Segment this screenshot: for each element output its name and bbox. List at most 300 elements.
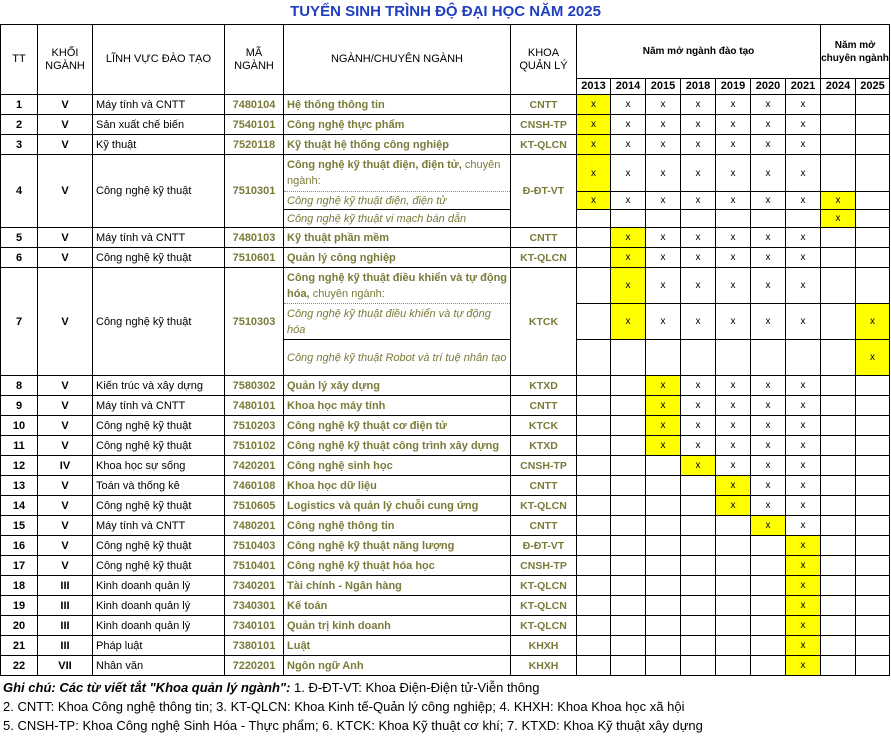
year-cell xyxy=(786,210,821,228)
header-tt: TT xyxy=(1,25,38,95)
year-cell xyxy=(751,656,786,676)
year-cell: x xyxy=(716,476,751,496)
year-cell xyxy=(786,340,821,376)
year-header-2014: 2014 xyxy=(611,79,646,95)
year-cell: x xyxy=(751,95,786,115)
header-nam-mo-nganh: Năm mở ngành đào tạo xyxy=(577,25,821,79)
year-cell: x xyxy=(646,436,681,456)
row-khoa: KHXH xyxy=(511,656,577,676)
row-tt: 10 xyxy=(1,416,38,436)
year-cell xyxy=(716,516,751,536)
year-cell xyxy=(716,596,751,616)
year-cell: x xyxy=(751,496,786,516)
row-khoa: KTXD xyxy=(511,376,577,396)
year-cell: x xyxy=(716,436,751,456)
year-cell xyxy=(577,436,611,456)
year-cell: x xyxy=(751,228,786,248)
year-cell: x xyxy=(611,304,646,340)
year-cell xyxy=(856,248,890,268)
row-tt: 18 xyxy=(1,576,38,596)
row-khoi-nganh: V xyxy=(38,416,93,436)
year-cell xyxy=(856,656,890,676)
row-linh-vuc: Công nghệ kỹ thuật xyxy=(93,556,225,576)
year-cell: x xyxy=(786,616,821,636)
row-ma-nganh: 7540101 xyxy=(225,115,284,135)
row-tt: 13 xyxy=(1,476,38,496)
year-cell: x xyxy=(751,248,786,268)
row-linh-vuc: Sản xuất chế biến xyxy=(93,115,225,135)
year-cell: x xyxy=(716,396,751,416)
year-cell: x xyxy=(716,192,751,210)
year-cell xyxy=(611,576,646,596)
year-cell xyxy=(646,636,681,656)
year-cell: x xyxy=(646,228,681,248)
table-row xyxy=(1,516,890,536)
row-nganh: Công nghệ kỹ thuật cơ điện tử xyxy=(284,416,511,436)
row-ma-nganh: 7510102 xyxy=(225,436,284,456)
year-cell xyxy=(856,416,890,436)
year-cell xyxy=(821,636,856,656)
header-nam-mo-chuyen-nganh: Năm mở chuyên ngành xyxy=(821,25,890,79)
row-tt: 19 xyxy=(1,596,38,616)
year-header-2025: 2025 xyxy=(856,79,890,95)
year-cell: x xyxy=(577,135,611,155)
row-nganh: Khoa học dữ liệu xyxy=(284,476,511,496)
row-nganh-title: Công nghệ kỹ thuật điện, điện tử, xyxy=(287,159,462,171)
year-cell xyxy=(856,576,890,596)
row-khoa: CNTT xyxy=(511,396,577,416)
year-cell: x xyxy=(681,304,716,340)
year-cell xyxy=(821,228,856,248)
year-cell xyxy=(716,340,751,376)
year-cell: x xyxy=(786,304,821,340)
row-tt: 6 xyxy=(1,248,38,268)
row-linh-vuc: Máy tính và CNTT xyxy=(93,95,225,115)
year-cell: x xyxy=(716,268,751,304)
year-cell: x xyxy=(751,115,786,135)
year-cell: x xyxy=(786,496,821,516)
table-row xyxy=(1,616,890,636)
row-khoa: KHXH xyxy=(511,636,577,656)
row-khoi-nganh: III xyxy=(38,636,93,656)
year-cell xyxy=(577,656,611,676)
row-chuyen-nganh: Công nghệ kỹ thuật điện, điện tử xyxy=(284,192,511,210)
year-cell: x xyxy=(646,416,681,436)
year-cell: x xyxy=(577,155,611,192)
table-row xyxy=(1,656,890,676)
notes xyxy=(3,678,703,735)
year-cell xyxy=(751,636,786,656)
row-nganh xyxy=(284,155,511,192)
row-tt: 21 xyxy=(1,636,38,656)
row-tt: 2 xyxy=(1,115,38,135)
row-linh-vuc: Máy tính và CNTT xyxy=(93,516,225,536)
year-cell xyxy=(577,636,611,656)
table-row xyxy=(1,135,890,155)
year-cell: x xyxy=(856,304,890,340)
year-cell xyxy=(681,556,716,576)
year-cell xyxy=(821,516,856,536)
year-cell xyxy=(856,536,890,556)
row-tt: 20 xyxy=(1,616,38,636)
year-cell xyxy=(611,416,646,436)
row-nganh: Quản lý công nghiệp xyxy=(284,248,511,268)
year-cell xyxy=(681,656,716,676)
year-cell xyxy=(611,436,646,456)
row-nganh: Kỹ thuật phần mềm xyxy=(284,228,511,248)
row-tt: 15 xyxy=(1,516,38,536)
year-cell xyxy=(856,496,890,516)
year-cell xyxy=(681,596,716,616)
year-cell: x xyxy=(611,115,646,135)
year-cell xyxy=(856,616,890,636)
row-linh-vuc: Toán và thống kê xyxy=(93,476,225,496)
notes-line-3: 5. CNSH-TP: Khoa Công nghệ Sinh Hóa - Thực phẩm; 6. KTCK: Khoa Kỹ thuật cơ khí; 7. KTXD: Khoa Kỹ thuật xây dựng xyxy=(3,718,703,733)
row-linh-vuc: Công nghệ kỹ thuật xyxy=(93,416,225,436)
year-cell: x xyxy=(646,248,681,268)
table-row xyxy=(1,596,890,616)
row-nganh: Khoa học máy tính xyxy=(284,396,511,416)
year-cell: x xyxy=(681,192,716,210)
year-cell xyxy=(821,496,856,516)
year-cell xyxy=(751,210,786,228)
year-cell: x xyxy=(716,115,751,135)
year-cell xyxy=(821,115,856,135)
row-nganh xyxy=(284,268,511,304)
year-cell: x xyxy=(856,340,890,376)
row-khoa: KT-QLCN xyxy=(511,135,577,155)
row-linh-vuc: Nhân văn xyxy=(93,656,225,676)
row-khoi-nganh: III xyxy=(38,576,93,596)
year-cell xyxy=(856,192,890,210)
row-nganh: Ngôn ngữ Anh xyxy=(284,656,511,676)
row-khoa: KTCK xyxy=(511,416,577,436)
year-cell xyxy=(681,536,716,556)
year-header-2018: 2018 xyxy=(681,79,716,95)
row-khoi-nganh: V xyxy=(38,376,93,396)
row-khoi-nganh: III xyxy=(38,616,93,636)
year-cell: x xyxy=(786,248,821,268)
row-ma-nganh: 7340101 xyxy=(225,616,284,636)
row-khoa: CNSH-TP xyxy=(511,556,577,576)
row-khoa: CNTT xyxy=(511,95,577,115)
row-ma-nganh: 7510403 xyxy=(225,536,284,556)
year-cell: x xyxy=(681,456,716,476)
year-cell xyxy=(856,135,890,155)
row-linh-vuc: Pháp luật xyxy=(93,636,225,656)
year-cell xyxy=(681,340,716,376)
year-cell xyxy=(577,248,611,268)
table-row xyxy=(1,95,890,115)
year-cell xyxy=(821,135,856,155)
row-ma-nganh: 7580302 xyxy=(225,376,284,396)
year-cell xyxy=(821,576,856,596)
year-cell xyxy=(856,476,890,496)
row-linh-vuc: Công nghệ kỹ thuật xyxy=(93,436,225,456)
year-cell xyxy=(751,536,786,556)
year-cell: x xyxy=(716,304,751,340)
row-khoi-nganh: V xyxy=(38,268,93,376)
year-cell xyxy=(611,616,646,636)
year-cell xyxy=(577,376,611,396)
row-nganh-sub: chuyên ngành: xyxy=(312,287,385,300)
year-cell xyxy=(856,376,890,396)
year-cell xyxy=(681,616,716,636)
year-cell: x xyxy=(681,416,716,436)
year-cell: x xyxy=(786,115,821,135)
row-khoa: KT-QLCN xyxy=(511,576,577,596)
row-nganh: Logistics và quản lý chuỗi cung ứng xyxy=(284,496,511,516)
year-cell: x xyxy=(611,135,646,155)
row-khoa: CNSH-TP xyxy=(511,115,577,135)
year-cell: x xyxy=(716,496,751,516)
year-cell xyxy=(856,456,890,476)
year-cell xyxy=(577,516,611,536)
year-cell xyxy=(821,416,856,436)
year-cell xyxy=(716,576,751,596)
year-header-2013: 2013 xyxy=(577,79,611,95)
year-cell xyxy=(646,210,681,228)
year-cell xyxy=(646,516,681,536)
year-cell: x xyxy=(786,95,821,115)
table-row xyxy=(1,576,890,596)
year-cell: x xyxy=(751,135,786,155)
year-cell xyxy=(856,516,890,536)
table-row xyxy=(1,456,890,476)
row-linh-vuc: Kiến trúc và xây dựng xyxy=(93,376,225,396)
row-chuyen-nganh: Công nghệ kỹ thuật vi mạch bán dẫn xyxy=(284,210,511,228)
year-cell: x xyxy=(611,228,646,248)
year-cell xyxy=(716,636,751,656)
table-row xyxy=(1,556,890,576)
year-cell xyxy=(716,210,751,228)
year-cell xyxy=(856,636,890,656)
year-cell: x xyxy=(786,135,821,155)
year-cell xyxy=(856,268,890,304)
row-khoi-nganh: V xyxy=(38,536,93,556)
year-cell: x xyxy=(681,95,716,115)
row-ma-nganh: 7420201 xyxy=(225,456,284,476)
year-cell xyxy=(821,396,856,416)
year-cell xyxy=(681,636,716,656)
year-cell: x xyxy=(577,115,611,135)
row-nganh: Công nghệ kỹ thuật công trình xây dựng xyxy=(284,436,511,456)
row-linh-vuc: Công nghệ kỹ thuật xyxy=(93,536,225,556)
year-cell xyxy=(856,95,890,115)
row-nganh: Công nghệ thông tin xyxy=(284,516,511,536)
year-cell: x xyxy=(646,396,681,416)
year-cell xyxy=(751,576,786,596)
year-cell: x xyxy=(821,210,856,228)
year-cell: x xyxy=(681,396,716,416)
row-khoi-nganh: V xyxy=(38,476,93,496)
row-nganh: Công nghệ kỹ thuật năng lượng xyxy=(284,536,511,556)
table-row xyxy=(1,115,890,135)
year-cell: x xyxy=(786,268,821,304)
year-cell xyxy=(577,268,611,304)
year-cell: x xyxy=(611,268,646,304)
row-khoi-nganh: V xyxy=(38,496,93,516)
row-khoa: CNTT xyxy=(511,516,577,536)
year-cell: x xyxy=(681,436,716,456)
year-cell xyxy=(821,456,856,476)
year-cell: x xyxy=(786,556,821,576)
row-ma-nganh: 7460108 xyxy=(225,476,284,496)
year-cell xyxy=(821,476,856,496)
row-nganh: Hệ thống thông tin xyxy=(284,95,511,115)
year-cell xyxy=(646,576,681,596)
year-cell xyxy=(577,210,611,228)
row-khoi-nganh: V xyxy=(38,135,93,155)
year-cell: x xyxy=(646,155,681,192)
row-ma-nganh: 7380101 xyxy=(225,636,284,656)
table-row xyxy=(1,268,890,304)
year-cell xyxy=(611,516,646,536)
year-cell xyxy=(646,496,681,516)
year-cell xyxy=(577,416,611,436)
year-cell xyxy=(856,155,890,192)
row-nganh: Quản lý xây dựng xyxy=(284,376,511,396)
year-cell xyxy=(821,596,856,616)
year-cell xyxy=(611,396,646,416)
year-cell xyxy=(611,210,646,228)
year-cell xyxy=(681,476,716,496)
row-khoi-nganh: V xyxy=(38,248,93,268)
table-row xyxy=(1,636,890,656)
year-cell xyxy=(856,210,890,228)
row-ma-nganh: 7520118 xyxy=(225,135,284,155)
row-tt: 3 xyxy=(1,135,38,155)
year-cell xyxy=(821,268,856,304)
year-cell xyxy=(821,248,856,268)
row-nganh: Tài chính - Ngân hàng xyxy=(284,576,511,596)
year-cell: x xyxy=(786,376,821,396)
year-cell xyxy=(577,456,611,476)
year-cell xyxy=(821,340,856,376)
year-cell: x xyxy=(681,248,716,268)
row-linh-vuc: Công nghệ kỹ thuật xyxy=(93,496,225,516)
row-tt: 17 xyxy=(1,556,38,576)
year-cell: x xyxy=(751,376,786,396)
row-linh-vuc: Khoa học sự sống xyxy=(93,456,225,476)
row-nganh-sub: chuyên ngành: xyxy=(287,159,501,187)
table-body xyxy=(1,95,890,676)
year-cell xyxy=(611,636,646,656)
year-cell xyxy=(577,616,611,636)
year-cell xyxy=(611,496,646,516)
year-cell: x xyxy=(751,304,786,340)
year-header-2015: 2015 xyxy=(646,79,681,95)
year-cell xyxy=(611,340,646,376)
year-cell xyxy=(751,556,786,576)
year-cell xyxy=(821,155,856,192)
year-cell: x xyxy=(646,376,681,396)
year-cell xyxy=(821,95,856,115)
year-cell xyxy=(856,556,890,576)
year-cell xyxy=(646,340,681,376)
year-cell xyxy=(646,476,681,496)
row-khoa: KT-QLCN xyxy=(511,496,577,516)
row-linh-vuc: Công nghệ kỹ thuật xyxy=(93,155,225,228)
year-cell: x xyxy=(611,155,646,192)
year-header-2021: 2021 xyxy=(786,79,821,95)
row-nganh: Luật xyxy=(284,636,511,656)
year-cell: x xyxy=(786,228,821,248)
row-chuyen-nganh: Công nghệ kỹ thuật điều khiển và tự động hóa xyxy=(284,304,511,340)
header-khoi-nganh: KHỐI NGÀNH xyxy=(38,25,93,95)
year-cell: x xyxy=(611,248,646,268)
row-nganh: Công nghệ sinh học xyxy=(284,456,511,476)
year-cell: x xyxy=(681,115,716,135)
year-cell: x xyxy=(751,516,786,536)
row-linh-vuc: Máy tính và CNTT xyxy=(93,228,225,248)
year-cell xyxy=(751,616,786,636)
row-khoa: CNTT xyxy=(511,476,577,496)
year-cell xyxy=(611,596,646,616)
year-cell: x xyxy=(786,456,821,476)
row-ma-nganh: 7220201 xyxy=(225,656,284,676)
row-ma-nganh: 7510303 xyxy=(225,268,284,376)
year-cell xyxy=(716,616,751,636)
year-cell: x xyxy=(681,228,716,248)
year-cell: x xyxy=(786,656,821,676)
row-tt: 8 xyxy=(1,376,38,396)
year-cell xyxy=(611,456,646,476)
year-cell: x xyxy=(716,155,751,192)
row-khoi-nganh: IV xyxy=(38,456,93,476)
year-cell: x xyxy=(646,304,681,340)
row-ma-nganh: 7480103 xyxy=(225,228,284,248)
year-cell xyxy=(751,340,786,376)
year-cell xyxy=(681,576,716,596)
year-cell: x xyxy=(681,268,716,304)
year-cell xyxy=(577,576,611,596)
row-ma-nganh: 7510605 xyxy=(225,496,284,516)
row-nganh: Kỹ thuật hệ thống công nghiệp xyxy=(284,135,511,155)
row-ma-nganh: 7480104 xyxy=(225,95,284,115)
row-khoa: KTXD xyxy=(511,436,577,456)
notes-lead: Ghi chú: Các từ viết tắt "Khoa quản lý ngành": xyxy=(3,680,291,695)
year-cell xyxy=(577,536,611,556)
year-cell xyxy=(716,536,751,556)
year-cell: x xyxy=(681,376,716,396)
row-ma-nganh: 7510203 xyxy=(225,416,284,436)
row-linh-vuc: Kinh doanh quản lý xyxy=(93,616,225,636)
row-ma-nganh: 7510301 xyxy=(225,155,284,228)
year-cell xyxy=(611,476,646,496)
notes-line-2: 2. CNTT: Khoa Công nghệ thông tin; 3. KT-QLCN: Khoa Kinh tế-Quản lý công nghiệp; 4. KHXH: Khoa Khoa học xã hội xyxy=(3,699,685,714)
row-khoi-nganh: V xyxy=(38,556,93,576)
year-header-2024: 2024 xyxy=(821,79,856,95)
year-cell: x xyxy=(786,436,821,456)
row-khoi-nganh: VII xyxy=(38,656,93,676)
row-linh-vuc: Kinh doanh quản lý xyxy=(93,596,225,616)
year-cell xyxy=(856,115,890,135)
year-cell: x xyxy=(786,536,821,556)
row-tt: 14 xyxy=(1,496,38,516)
row-tt: 11 xyxy=(1,436,38,456)
row-linh-vuc: Công nghệ kỹ thuật xyxy=(93,268,225,376)
year-cell xyxy=(856,436,890,456)
table-row xyxy=(1,396,890,416)
table-row xyxy=(1,376,890,396)
year-cell: x xyxy=(646,135,681,155)
year-cell xyxy=(856,596,890,616)
row-khoi-nganh: V xyxy=(38,436,93,456)
year-cell xyxy=(821,536,856,556)
row-khoi-nganh: III xyxy=(38,596,93,616)
year-cell: x xyxy=(786,596,821,616)
